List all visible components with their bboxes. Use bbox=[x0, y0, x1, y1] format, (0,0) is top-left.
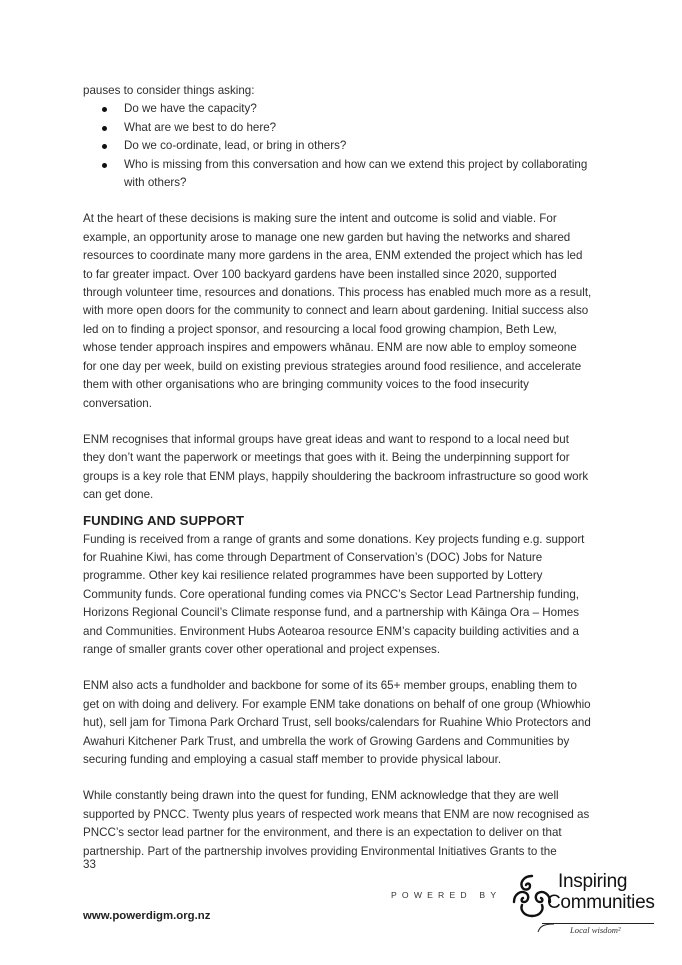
list-item bbox=[83, 119, 593, 137]
page-number: 33 bbox=[83, 858, 96, 871]
list-item-text: What are we best to do here? bbox=[124, 120, 277, 134]
bullet-icon bbox=[102, 163, 107, 168]
logo-divider bbox=[542, 923, 654, 924]
section-heading: FUNDING AND SUPPORT bbox=[83, 512, 245, 528]
list-item bbox=[83, 156, 593, 193]
list-item-text: Do we co-ordinate, lead, or bring in others? bbox=[124, 139, 347, 153]
paragraph-funding: Funding is received from a range of grants and some donations. Key projects funding e.g. support for Ruahine Kiwi, has come through Department of Conservation’s (DOC) Jobs for Nature programme. Other key kai resilience related programmes have been supported by Lottery Community funds. Core operational funding comes via PNCC’s Sector Lead Partnership funding, Horizons Regional Council’s Climate response fund, and a partnership with Kāinga Ora – Homes and Communities. Environment Hubs Aotearoa resource ENM’s capacity building activities and a range of smaller grants cover other operational and project expenses. bbox=[83, 532, 585, 656]
intro-text: pauses to consider things asking: bbox=[83, 84, 255, 97]
list-item bbox=[83, 100, 593, 118]
list-item-text: Who is missing from this conversation and how can we extend this project by collaborating with others? bbox=[124, 157, 588, 190]
bullet-icon bbox=[102, 126, 107, 131]
paragraph-informal-groups: ENM recognises that informal groups have great ideas and want to respond to a local need but they don’t want the paperwork or meetings that goes with it. Being the underpinning support for groups is a key role that ENM plays, happily shouldering the backroom infrastructure so good work can get done. bbox=[83, 432, 589, 502]
paragraph-pncc: While constantly being drawn into the quest for funding, ENM acknowledge that they are well supported by PNCC. Twenty plus years of respected work means that ENM are now recognised as PNCC’s sector lead partner for the environment, and there is an expectation to deliver on that partnership. Part of the partnership involves providing Environmental Initiatives Grants to the bbox=[83, 789, 590, 858]
inspiring-communities-logo bbox=[508, 870, 658, 940]
logo-tagline: Local wisdom² bbox=[570, 925, 621, 935]
paragraph-fundholder: ENM also acts a fundholder and backbone for some of its 65+ member groups, enabling them to get on with doing and delivery. For example ENM take donations on behalf of one group (Whiowhio hut), sell jam for Timona Park Orchard Trust, sell books/calendars for Ruahine Whio Protectors and Awahuri Kitchener Park Trust, and umbrella the work of Growing Gardens and Communities by securing funding and employing a casual staff member to provide physical labour. bbox=[83, 679, 591, 766]
bullet-icon bbox=[102, 144, 107, 149]
question-list bbox=[83, 100, 593, 192]
page-content bbox=[83, 82, 593, 861]
list-item bbox=[83, 137, 593, 155]
bullet-icon bbox=[102, 107, 107, 112]
powered-by-label: POWERED BY bbox=[391, 890, 502, 900]
list-item-text: Do we have the capacity? bbox=[124, 102, 257, 116]
website-link[interactable]: www.powerdigm.org.nz bbox=[83, 910, 211, 922]
logo-text-communities: Communities bbox=[547, 892, 655, 913]
logo-text-inspiring: Inspiring bbox=[558, 871, 628, 892]
paragraph-decisions: At the heart of these decisions is making sure the intent and outcome is solid and viable. For example, an opportunity arose to manage one new garden but having the networks and shared resources to coordinate many more gardens in the area, ENM extended the project which has led to far greater impact. Over 100 backyard gardens have been installed since 2020, supported through volunteer time, resources and donations. This process has enabled much more as a result, with more open doors for the community to connect and learn about gardening. Initial success also led on to finding a project sponsor, and resourcing a local food growing champion, Beth Lew, whose tender approach inspires and empowers whānau. ENM are now able to employ someone for one day per week, build on existing previous strategies around food resilience, and accelerate them with other organisations who are bringing community voices to the food insecurity conversation. bbox=[83, 212, 592, 410]
